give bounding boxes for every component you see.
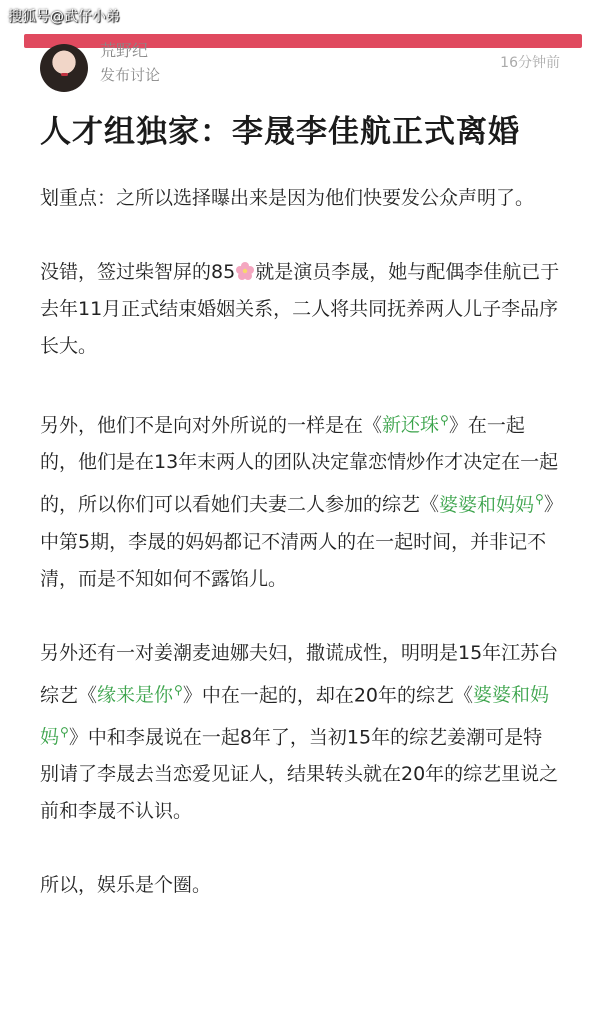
paragraph-3: 另外，他们不是向对外所说的一样是在《新还珠⚲》在一起的，他们是在13年末两人的团队决定靠恋情炒作才决定在一起的，所以你们可以看她们夫妻二人参加的综艺《婆婆和妈妈⚲》中第5期，李晟的妈妈都记不清两人的在一起时间，并非记不清，而是不知如何不露馅儿。 [40, 413, 559, 590]
magnifier-icon: ⚲ [174, 682, 183, 697]
post-subtitle: 发布讨论 [100, 66, 161, 84]
post-time: 16分钟前 [500, 55, 560, 71]
topic-link-popo-mama[interactable]: 婆婆和妈妈⚲ [439, 492, 544, 516]
topic-link-yuanlaishini[interactable]: 缘来是你⚲ [97, 682, 183, 706]
article-body [40, 180, 560, 941]
paragraph-4: 另外还有一对姜潮麦迪娜夫妇，撒谎成性，明明是15年江苏台综艺《缘来是你⚲》中在一起的，却在20年的综艺《婆婆和妈妈⚲》中和李晟说在一起8年了，当初15年的综艺姜潮可是特别请了李晟去当恋爱见证人，结果转头就在20年的综艺里说之前和李晟不认识。 [40, 641, 559, 823]
author-name[interactable]: 荒野纪 [100, 41, 149, 60]
paragraph-1: 划重点：之所以选择曝出来是因为他们快要发公众声明了。 [40, 187, 535, 209]
magnifier-icon: ⚲ [60, 724, 69, 739]
article-title: 人才组独家：李晟李佳航正式离婚 [40, 114, 520, 150]
magnifier-icon: ⚲ [535, 492, 544, 507]
watermark: 搜狐号@武仔小弟 [8, 9, 120, 25]
topic-link-popo-mama-2[interactable]: 婆婆和妈妈⚲ [40, 683, 550, 749]
cherry-blossom-icon [235, 261, 255, 281]
topic-link-xinhuanzhu[interactable]: 新还珠⚲ [382, 413, 449, 437]
paragraph-2: 没错，签过柴智屏的85 就是演员李晟，她与配偶李佳航已于去年11月正式结束婚姻关系，二人将共同抚养两人儿子李品序长大。 [40, 261, 560, 357]
avatar[interactable] [40, 44, 88, 92]
paragraph-5: 所以，娱乐是个圈。 [40, 874, 212, 897]
magnifier-icon: ⚲ [440, 413, 449, 427]
post-header [40, 41, 570, 88]
